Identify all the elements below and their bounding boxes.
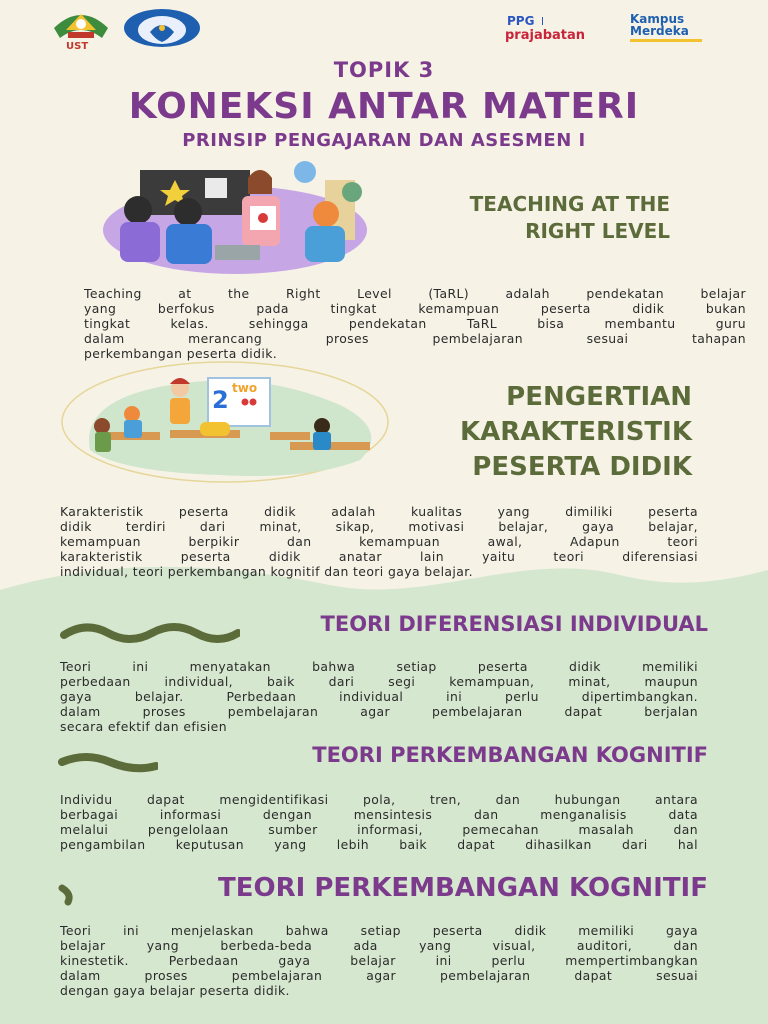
section-line: perbedaan individual, baik dari segi kemampuan, minat, maupun [60,674,698,689]
tarl-line: dalam merancang proses pembelajaran sesuai tahapan [84,331,746,346]
section-paragraph-kognitif [60,792,698,852]
section-line: dengan gaya belajar peserta didik. [60,983,290,998]
karakteristik-line: karakteristik peserta didik anatar lain yaitu teori diferensiasi [60,549,698,564]
wave-decoration-icon [58,884,82,906]
karakteristik-heading-line2: KARAKTERISTIK [459,417,692,447]
section-paragraph-gaya-belajar [60,923,698,998]
karakteristik-line: didik terdiri dari minat, sikap, motivasi belajar, gaya belajar, [60,519,698,534]
section-line: Individu dapat mengidentifikasi pola, tren, dan hubungan antara [60,792,698,807]
merdeka-label: Merdeka [630,24,689,38]
page-title: KONEKSI ANTAR MATERI [128,86,640,127]
wave-decoration-icon [58,752,158,776]
kampus-merdeka-underline [630,39,702,42]
wave-decoration-icon [60,617,240,647]
karakteristik-line: Karakteristik peserta didik adalah kualitas yang dimiliki peserta [60,504,698,519]
ppg-prajabatan-logo [505,14,623,44]
tut-wuri-logo [122,8,202,48]
section-line: dalam proses pembelajaran agar pembelajaran dapat berjalan [60,704,698,719]
ust-logo-icon [50,8,112,44]
tarl-paragraph [84,286,746,361]
board-word: two [232,381,258,395]
section-paragraph-diferensiasi [60,659,698,734]
section-line: dalam proses pembelajaran agar pembelajaran dapat sesuai [60,968,698,983]
section-line: secara efektif dan efisien [60,719,227,734]
ust-label: UST [66,41,89,52]
ppg-fineprint [542,17,565,25]
section-line: berbagai informasi dengan mensintesis dan menganalisis data [60,807,698,822]
topic-label: TOPIK 3 [333,58,435,82]
section-line: Teori ini menyatakan bahwa setiap peserta didik memiliki [60,659,698,674]
tut-wuri-handayani-logo-icon [122,8,202,48]
karakteristik-heading-line1: PENGERTIAN [506,382,692,412]
section-line: melalui pengelolaan sumber informasi, pemecahan masalah dan [60,822,698,837]
karakteristik-heading-line3: PESERTA DIDIK [472,452,692,482]
tarl-heading-line1: TEACHING AT THE [469,192,670,216]
section-line: kinestetik. Perbedaan gaya belajar ini perlu mempertimbangkan [60,953,698,968]
section-heading-gaya-belajar: TEORI PERKEMBANGAN KOGNITIF [218,873,708,903]
classroom-illustration [60,360,400,485]
section-line: gaya belajar. Perbedaan individual ini perlu dipertimbangkan. [60,689,698,704]
section-heading-kognitif: TEORI PERKEMBANGAN KOGNITIF [312,743,708,767]
karakteristik-paragraph [60,504,698,579]
kampus-label: Kampus [630,12,685,26]
prajabatan-label: prajabatan [505,28,586,43]
tarl-line: tingkat kelas. sehingga pendekatan TaRL bisa membantu guru [84,316,746,331]
tarl-line: yang berfokus pada tingkat kemampuan peserta didik bukan [84,301,746,316]
section-line: belajar yang berbeda-beda ada yang visual, auditori, dan [60,938,698,953]
board-number: 2 [212,386,229,414]
karakteristik-line: individual, teori perkembangan kognitif dan teori gaya belajar. [60,564,473,579]
section-line: pengambilan keputusan yang lebih baik dapat dihasilkan dari hal [60,837,698,852]
tarl-heading-line2: RIGHT LEVEL [525,219,670,243]
section-heading-diferensiasi: TEORI DIFERENSIASI INDIVIDUAL [320,612,708,636]
kampus-merdeka-logo [630,12,710,44]
teacher-illustration [100,160,375,275]
tarl-line: perkembangan peserta didik. [84,346,278,361]
karakteristik-line: kemampuan berpikir dan kemampuan awal, Adapun teori [60,534,698,549]
ppg-label: PPG [507,14,535,28]
section-line: Teori ini menjelaskan bahwa setiap peserta didik memiliki gaya [60,923,698,938]
tarl-line: Teaching at the Right Level (TaRL) adalah pendekatan belajar [84,286,746,301]
page-subtitle: PRINSIP PENGAJARAN DAN ASESMEN I [182,130,586,151]
ust-logo [50,8,112,52]
